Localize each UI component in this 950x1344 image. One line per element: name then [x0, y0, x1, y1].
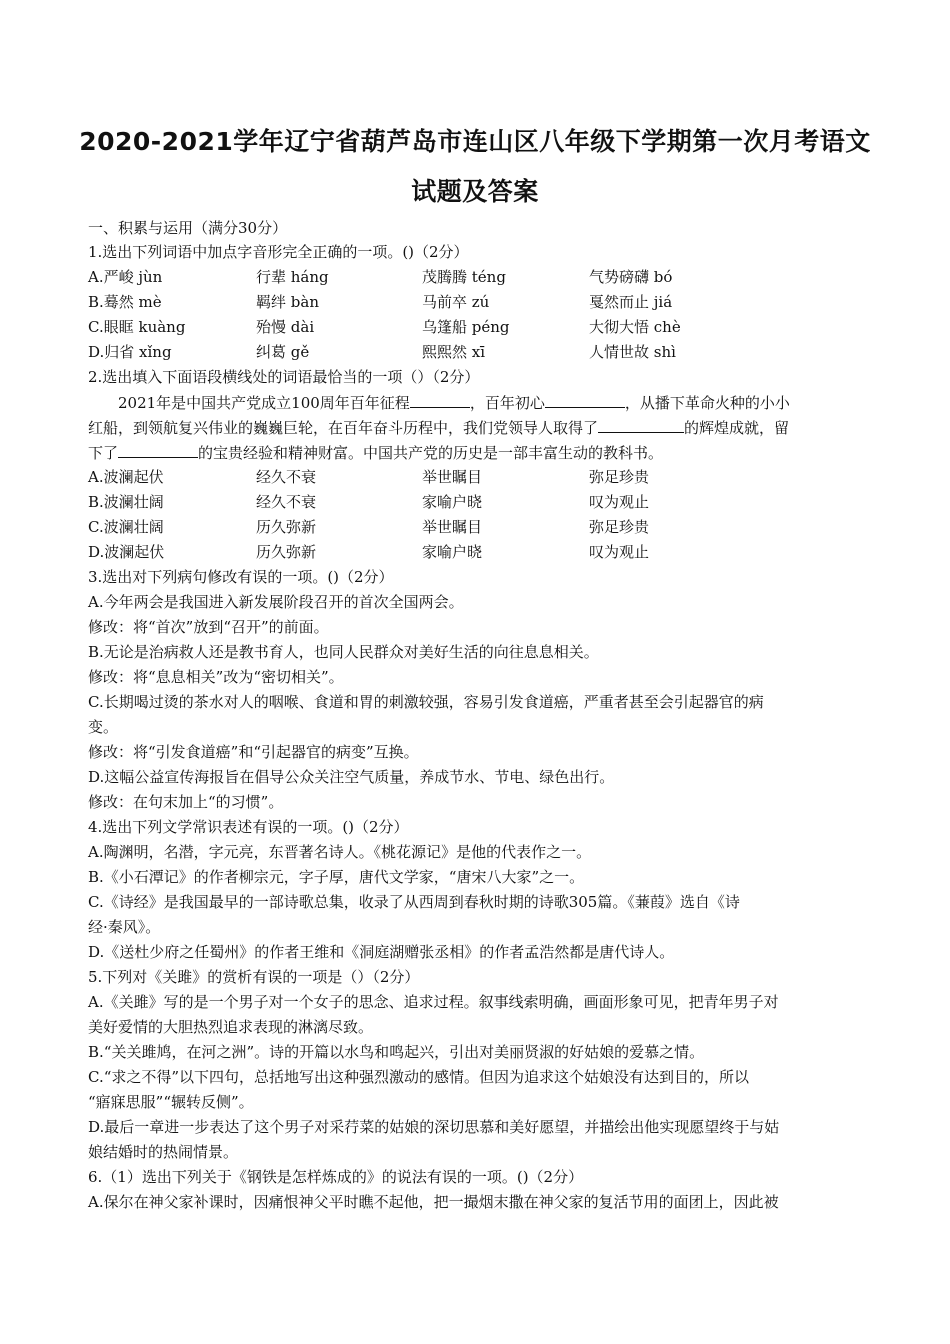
question-1-stem: 1.选出下列词语中加点字音形完全正确的一项。()（2分） [88, 243, 469, 261]
question-2-option-d [88, 540, 858, 564]
question-5-option-c-line-2: “寤寐思服”“辗转反侧”。 [88, 1093, 254, 1111]
question-5-option-d-line-2: 娘结婚时的热闹情景。 [88, 1143, 239, 1161]
option-cell: 羁绊 bàn [256, 293, 319, 311]
question-2-option-c [88, 515, 858, 539]
option-cell: 举世瞩目 [422, 518, 483, 536]
option-cell: B.蓦然 mè [88, 293, 162, 311]
question-6-stem: 6.（1）选出下列关于《钢铁是怎样炼成的》的说法有误的一项。()（2分） [88, 1168, 584, 1186]
option-cell: 经久不衰 [256, 493, 317, 511]
question-1-option-b [88, 290, 858, 314]
question-4-option-a: A.陶渊明，名潜，字元亮，东晋著名诗人。《桃花源记》是他的代表作之一。 [88, 843, 592, 861]
option-cell: C.波澜壮阔 [88, 518, 164, 536]
question-4-stem: 4.选出下列文学常识表述有误的一项。()（2分） [88, 818, 409, 836]
passage-text: 红船，到领航复兴伟业的巍巍巨轮，在百年奋斗历程中，我们党领导人取得了 [88, 419, 599, 437]
blank-4 [118, 441, 198, 458]
blank-2 [545, 391, 625, 408]
question-3-fix-d: 修改：在句末加上“的习惯”。 [88, 793, 284, 811]
question-3-option-a: A.今年两会是我国进入新发展阶段召开的首次全国两会。 [88, 593, 464, 611]
option-cell: 弥足珍贵 [589, 518, 650, 536]
question-3-option-b: B.无论是治病救人还是教书育人，也同人民群众对美好生活的向往息息相关。 [88, 643, 599, 661]
question-5-option-b: B.“关关雎鸠，在河之洲”。诗的开篇以水鸟和鸣起兴，引出对美丽贤淑的好姑娘的爱慕之情。 [88, 1043, 705, 1061]
option-cell: 气势磅礴 bó [589, 268, 673, 286]
document-title-line-1: 2020-2021学年辽宁省葫芦岛市连山区八年级下学期第一次月考语文 [79, 127, 871, 156]
option-cell: D.归省 xǐng [88, 343, 172, 361]
option-cell: 举世瞩目 [422, 468, 483, 486]
passage-text: 2021年是中国共产党成立100周年百年征程 [118, 394, 410, 412]
question-1-option-d [88, 340, 858, 364]
question-4-option-b: B.《小石潭记》的作者柳宗元，字子厚，唐代文学家，“唐宋八大家”之一。 [88, 868, 585, 886]
question-4-option-d: D.《送杜少府之任蜀州》的作者王维和《洞庭湖赠张丞相》的作者孟浩然都是唐代诗人。 [88, 943, 675, 961]
option-cell: 纠葛 gě [256, 343, 310, 361]
option-cell: D.波澜起伏 [88, 543, 165, 561]
question-1-option-a [88, 265, 858, 289]
option-cell: 叹为观止 [589, 493, 650, 511]
question-2-stem: 2.选出填入下面语段横线处的词语最恰当的一项（）（2分） [88, 368, 480, 386]
option-cell: B.波澜壮阔 [88, 493, 164, 511]
document-title-line-2: 试题及答案 [411, 177, 539, 206]
question-2-option-a [88, 465, 858, 489]
question-5-option-a-line-2: 美好爱情的大胆热烈追求表现的淋漓尽致。 [88, 1018, 374, 1036]
question-5-option-c-line-1: C.“求之不得”以下四句，总括地写出这种强烈激动的感情。但因为追求这个姑娘没有达到目的，所以 [88, 1068, 750, 1086]
passage-text: 的辉煌成就，留 [684, 419, 790, 437]
question-3-option-d: D.这幅公益宣传海报旨在倡导公众关注空气质量，养成节水、节电、绿色出行。 [88, 768, 615, 786]
question-2-passage-line-3 [88, 441, 868, 465]
question-3-option-c-line-2: 变。 [88, 718, 119, 736]
passage-text: 的宝贵经验和精神财富。中国共产党的历史是一部丰富生动的教科书。 [198, 444, 664, 462]
option-cell: 历久弥新 [256, 543, 317, 561]
passage-text: 下了 [88, 444, 119, 462]
option-cell: 殆慢 dài [256, 318, 315, 336]
question-6-option-a-line-1: A.保尔在神父家补课时，因痛恨神父平时瞧不起他，把一撮烟末撒在神父家的复活节用的面团上，因此被 [88, 1193, 779, 1211]
question-5-stem: 5.下列对《关雎》的赏析有误的一项是（）（2分） [88, 968, 420, 986]
question-4-option-c-line-2: 经·秦风》。 [88, 918, 161, 936]
option-cell: 马前卒 zú [422, 293, 490, 311]
question-2-passage-line-1 [118, 391, 868, 415]
question-3-option-c-line-1: C.长期喝过烫的茶水对人的咽喉、食道和胃的刺激较强，容易引发食道癌，严重者甚至会引起器官的病 [88, 693, 764, 711]
blank-1 [410, 391, 470, 408]
option-cell: 行辈 háng [256, 268, 329, 286]
option-cell: A.波澜起伏 [88, 468, 164, 486]
question-4-option-c-line-1: C.《诗经》是我国最早的一部诗歌总集，收录了从西周到春秋时期的诗歌305篇。《蒹葭》选自《诗 [88, 893, 740, 911]
passage-text: ，从播下革命火种的小小 [624, 394, 790, 412]
option-cell: 家喻户晓 [422, 493, 483, 511]
passage-text: ，百年初心 [469, 394, 545, 412]
option-cell: C.眼眶 kuàng [88, 318, 186, 336]
question-5-option-a-line-1: A.《关雎》写的是一个男子对一个女子的思念、追求过程。叙事线索明确，画面形象可见，把青年男子对 [88, 993, 779, 1011]
option-cell: 家喻户晓 [422, 543, 483, 561]
question-2-passage-line-2 [88, 416, 868, 440]
option-cell: 熙熙然 xī [422, 343, 486, 361]
option-cell: 乌篷船 péng [422, 318, 510, 336]
question-3-fix-b: 修改：将“息息相关”改为“密切相关”。 [88, 668, 344, 686]
option-cell: 经久不衰 [256, 468, 317, 486]
blank-3 [598, 416, 684, 433]
section-heading: 一、积累与运用（满分30分） [88, 219, 288, 237]
question-2-option-b [88, 490, 858, 514]
option-cell: 戛然而止 jiá [589, 293, 673, 311]
option-cell: 茂腾腾 téng [422, 268, 506, 286]
option-cell: 大彻大悟 chè [589, 318, 681, 336]
option-cell: A.严峻 jùn [88, 268, 163, 286]
option-cell: 历久弥新 [256, 518, 317, 536]
question-3-fix-c: 修改：将“引发食道癌”和“引起器官的病变”互换。 [88, 743, 419, 761]
option-cell: 弥足珍贵 [589, 468, 650, 486]
question-5-option-d-line-1: D.最后一章进一步表达了这个男子对采荇菜的姑娘的深切思慕和美好愿望，并描绘出他实现愿望终于与姑 [88, 1118, 780, 1136]
question-3-fix-a: 修改：将“首次”放到“召开”的前面。 [88, 618, 329, 636]
option-cell: 人情世故 shì [589, 343, 676, 361]
question-3-stem: 3.选出对下列病句修改有误的一项。()（2分） [88, 568, 394, 586]
option-cell: 叹为观止 [589, 543, 650, 561]
question-1-option-c [88, 315, 858, 339]
